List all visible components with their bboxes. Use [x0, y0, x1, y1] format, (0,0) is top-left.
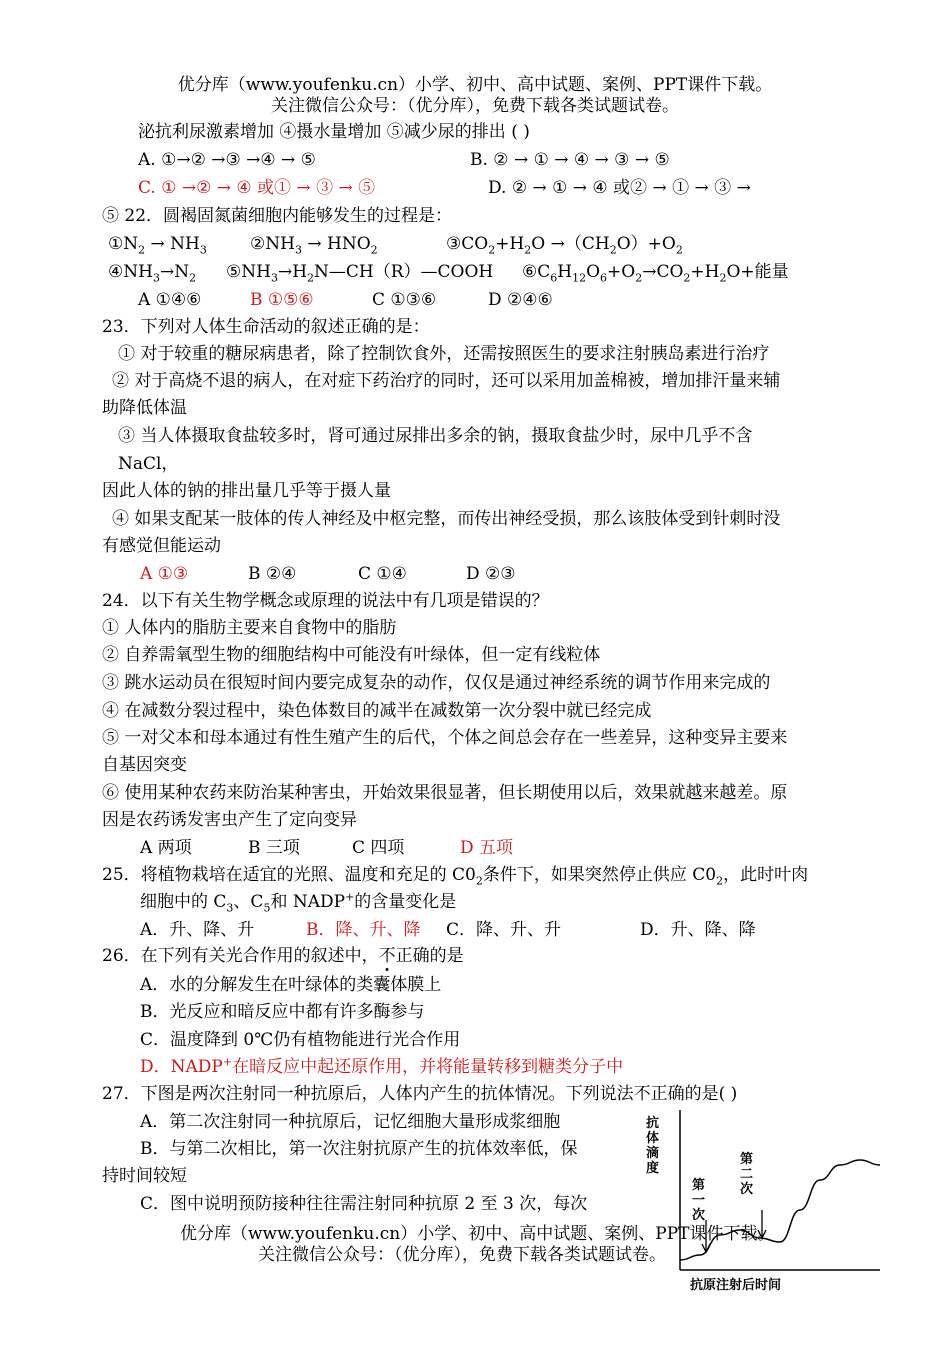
q26-option-b: B．光反应和暗反应中都有许多酶参与 — [140, 1002, 425, 1022]
q21-stem-tail: 泌抗利尿激素增加 ④摄水量增加 ⑤减少尿的排出 ( ) — [138, 122, 530, 142]
header-line-1: 优分库（www.youfenku.cn）小学、初中、高中试题、案例、PPT课件下载。 — [177, 75, 773, 95]
q25-option-d: D．升、降、降 — [640, 920, 756, 940]
q23-statement-4a: ④ 如果支配某一肢体的传人神经及中枢完整，而传出神经受损，那么该肢体受到针刺时没 — [112, 509, 781, 529]
q22-process-3: $③CO_2+H_2O \to(CH_2O)+O_2$ — [446, 234, 683, 257]
q24-option-c: C 四项 — [352, 838, 405, 858]
q23-option-c: C ①④ — [358, 564, 407, 584]
q24-statement-2: ② 自养需氧型生物的细胞结构中可能没有叶绿体，但一定有线粒体 — [102, 645, 601, 665]
q24-option-a: A 两项 — [140, 838, 192, 858]
q23-statement-3a: ③ 当人体摄取食盐较多时，肾可通过尿排出多余的钠，摄取食盐少时，尿中几乎不含 — [118, 426, 753, 446]
q25-option-c: C．降、升、升 — [446, 920, 562, 940]
q22-process-1: $①N_2 \to NH_3$ — [108, 234, 207, 257]
footer-line-2: 关注微信公众号：（优分库），免费下载各类试题试卷。 — [258, 1245, 666, 1265]
q23-statement-3b: NaCl， — [118, 454, 179, 474]
q26-option-a: A．水的分解发生在叶绿体的类囊体膜上 — [140, 975, 442, 995]
q25-stem-line2: 细胞中的 $C_3$、$C_5$和 NADP+的含量变化是 — [140, 890, 457, 915]
q25-option-b: B．降、升、降 — [306, 920, 421, 940]
q23-statement-2a: ② 对于高烧不退的病人，在对症下药治疗的同时，还可以采用加盖棉被，增加排汗量来辅 — [112, 371, 781, 391]
q26-option-d: D．NADP+在暗反应中起还原作用，并将能量转移到糖类分子中 — [140, 1055, 624, 1077]
q24-statement-4: ④ 在减数分裂过程中，染色体数目的减半在减数第一次分裂中就已经完成 — [102, 701, 652, 721]
q22-option-d: D ②④⑥ — [488, 290, 553, 310]
q24-statement-5a: ⑤ 一对父本和母本通过有性生殖产生的后代，个体之间总会存在一些差异，这种变异主要来 — [102, 728, 788, 748]
chart-xlabel: 抗原注射后时间 — [690, 1278, 782, 1293]
q21-option-c: C. ① →② → ④ 或① → ③ → ⑤ — [138, 178, 376, 198]
q22-option-c: C ①③⑥ — [372, 290, 437, 310]
q24-stem: 24．以下有关生物学概念或原理的说法中有几项是错误的？ — [102, 591, 549, 611]
q23-option-a: A ①③ — [140, 564, 189, 584]
q27-stem: 27．下图是两次注射同一种抗原后，人体内产生的抗体情况。下列说法不正确的是( ) — [102, 1084, 738, 1104]
footer-line-1: 优分库（www.youfenku.cn）小学、初中、高中试题、案例、PPT课件下载。 — [180, 1224, 775, 1244]
q26-option-c: C．温度降到 0℃仍有植物能进行光合作用 — [140, 1030, 461, 1050]
q27-option-b-cont: 持时间较短 — [102, 1166, 187, 1186]
q26-stem: 26．在下列有关光合作用的叙述中，不正确的是 — [102, 946, 464, 966]
chart-annotation-first: 第一次 — [692, 1178, 706, 1223]
q24-statement-6b: 因是农药诱发害虫产生了定向变异 — [102, 810, 357, 830]
q24-option-b: B 三项 — [248, 838, 300, 858]
q27-option-b: B．与第二次相比，第一次注射抗原产生的抗体效率低，保 — [140, 1139, 578, 1159]
q23-statement-3c: 因此人体的钠的排出量几乎等于摄人量 — [102, 481, 391, 501]
q22-option-a: A ①④⑥ — [138, 290, 202, 310]
chart-plot — [640, 1110, 890, 1280]
q24-statement-6a: ⑥ 使用某种农药来防治某种害虫，开始效果很显著，但长期使用以后，效果就越来越差。原 — [102, 783, 788, 803]
q23-option-b: B ②④ — [248, 564, 297, 584]
q27-option-c: C．图中说明预防接种往往需注射同种抗原 2 至 3 次，每次 — [140, 1194, 588, 1214]
chart-annotation-second: 第二次 — [740, 1152, 754, 1197]
q22-stem: ⑤ 22．圆褐固氮菌细胞内能够发生的过程是： — [102, 206, 453, 226]
q22-process-4: $④NH_3\to N_2$ — [108, 262, 197, 285]
q22-process-6: $⑥C_6H_{12}O_6+O_2\to CO_2+H_2O+$能量 — [522, 262, 789, 285]
q27-option-a: A．第二次注射同一种抗原后，记忆细胞大量形成浆细胞 — [140, 1112, 561, 1132]
q25-option-a: A．升、降、升 — [140, 920, 255, 940]
chart-ylabel: 抗体滴度 — [646, 1116, 660, 1176]
q25-stem: 25．将植物栽培在适宜的光照、温度和充足的 $C0_2$条件下，如果突然停止供应 $C0_2$，此时叶肉 — [102, 865, 809, 888]
q23-statement-2b: 助降低体温 — [102, 398, 187, 418]
antibody-chart — [640, 1110, 890, 1300]
q23-statement-4b: 有感觉但能运动 — [102, 536, 221, 556]
q23-stem: 23．下列对人体生命活动的叙述正确的是： — [102, 317, 430, 337]
q22-process-2: $②NH_3 \to HNO_2$ — [250, 234, 378, 257]
header-line-2: 关注微信公众号：（优分库），免费下载各类试题试卷。 — [271, 96, 679, 116]
q24-statement-5b: 自基因突变 — [102, 755, 187, 775]
q21-option-b: B. ② → ① → ④ → ③ → ⑤ — [470, 150, 670, 170]
q23-statement-1: ① 对于较重的糖尿病患者，除了控制饮食外，还需按照医生的要求注射胰岛素进行治疗 — [118, 344, 770, 364]
q23-option-d: D ②③ — [466, 564, 516, 584]
q21-option-d: D. ② → ① → ④ 或② → ① → ③ → — [488, 178, 751, 198]
q24-statement-1: ① 人体内的脂肪主要来自食物中的脂肪 — [102, 618, 397, 638]
q24-statement-3: ③ 跳水运动员在很短时间内要完成复杂的动作，仅仅是通过神经系统的调节作用来完成的 — [102, 673, 771, 693]
q22-option-b: B ①⑤⑥ — [250, 290, 314, 310]
q21-option-a: A. ①→② →③ →④ → ⑤ — [138, 150, 316, 170]
q22-process-5: $⑤NH_3\to H_2N—CH(R)—COOH$ — [226, 262, 494, 285]
q24-option-d: D 五项 — [460, 838, 514, 858]
